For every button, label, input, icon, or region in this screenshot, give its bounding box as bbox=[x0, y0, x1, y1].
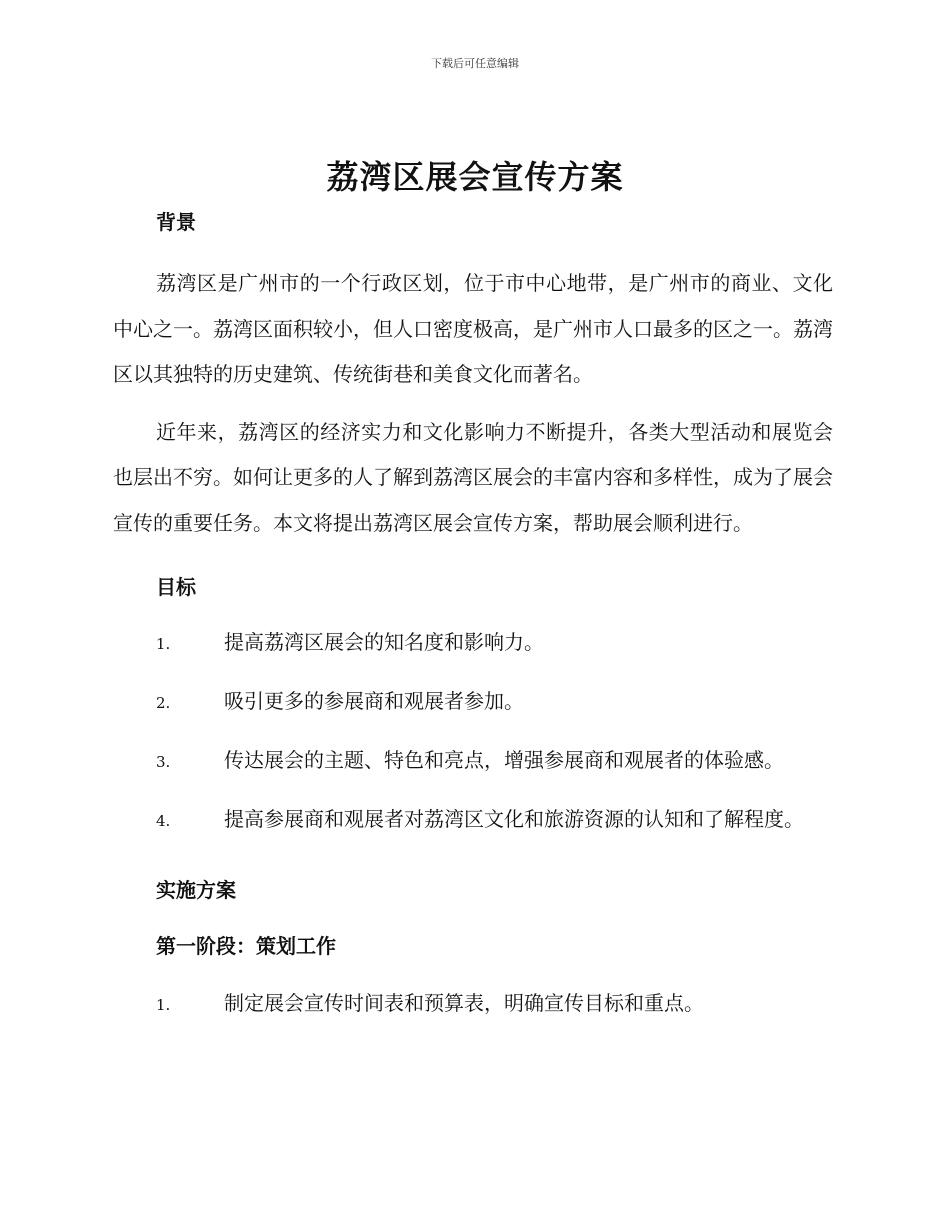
goal-item-2 bbox=[113, 679, 833, 727]
list-number: 1. bbox=[156, 995, 171, 1014]
goal-text: 传达展会的主题、特色和亮点，增强参展商和观展者的体验感。 bbox=[224, 748, 784, 772]
document-body bbox=[113, 205, 833, 1028]
goal-item-3 bbox=[113, 738, 833, 786]
goal-item-1 bbox=[113, 620, 833, 668]
goal-text: 提高荔湾区展会的知名度和影响力。 bbox=[224, 630, 544, 654]
phase-heading-1: 第一阶段：策划工作 bbox=[156, 933, 336, 958]
section-heading-plan: 实施方案 bbox=[156, 877, 236, 902]
list-number: 1. bbox=[156, 635, 171, 653]
document-title: 荔湾区展会宣传方案 bbox=[326, 158, 624, 196]
list-number: 3. bbox=[156, 753, 171, 771]
phase1-text: 制定展会宣传时间表和预算表，明确宣传目标和重点。 bbox=[224, 990, 704, 1015]
phase1-item-1 bbox=[113, 981, 833, 1029]
list-number: 4. bbox=[156, 812, 171, 830]
background-paragraph-2: 近年来，荔湾区的经济实力和文化影响力不断提升，各类大型活动和展览会也层出不穷。如何让更多的人了解到荔湾区展会的丰富内容和多样性，成为了展会宣传的重要任务。本文将提出荔湾区展会宣传方案，帮助展会顺利进行。 bbox=[113, 419, 833, 535]
list-number: 2. bbox=[156, 694, 171, 712]
section-heading-goals: 目标 bbox=[156, 575, 196, 599]
background-paragraph-1: 荔湾区是广州市的一个行政区划，位于市中心地带，是广州市的商业、文化中心之一。荔湾区面积较小，但人口密度极高，是广州市人口最多的区之一。荔湾区以其独特的历史建筑、传统街巷和美食文化而著名。 bbox=[113, 271, 833, 386]
goal-item-4 bbox=[113, 797, 833, 845]
goal-text: 吸引更多的参展商和观展者参加。 bbox=[224, 689, 524, 713]
goal-text: 提高参展商和观展者对荔湾区文化和旅游资源的认知和了解程度。 bbox=[224, 807, 804, 831]
header-note: 下载后可任意编辑 bbox=[431, 57, 519, 70]
section-heading-background: 背景 bbox=[156, 210, 196, 234]
